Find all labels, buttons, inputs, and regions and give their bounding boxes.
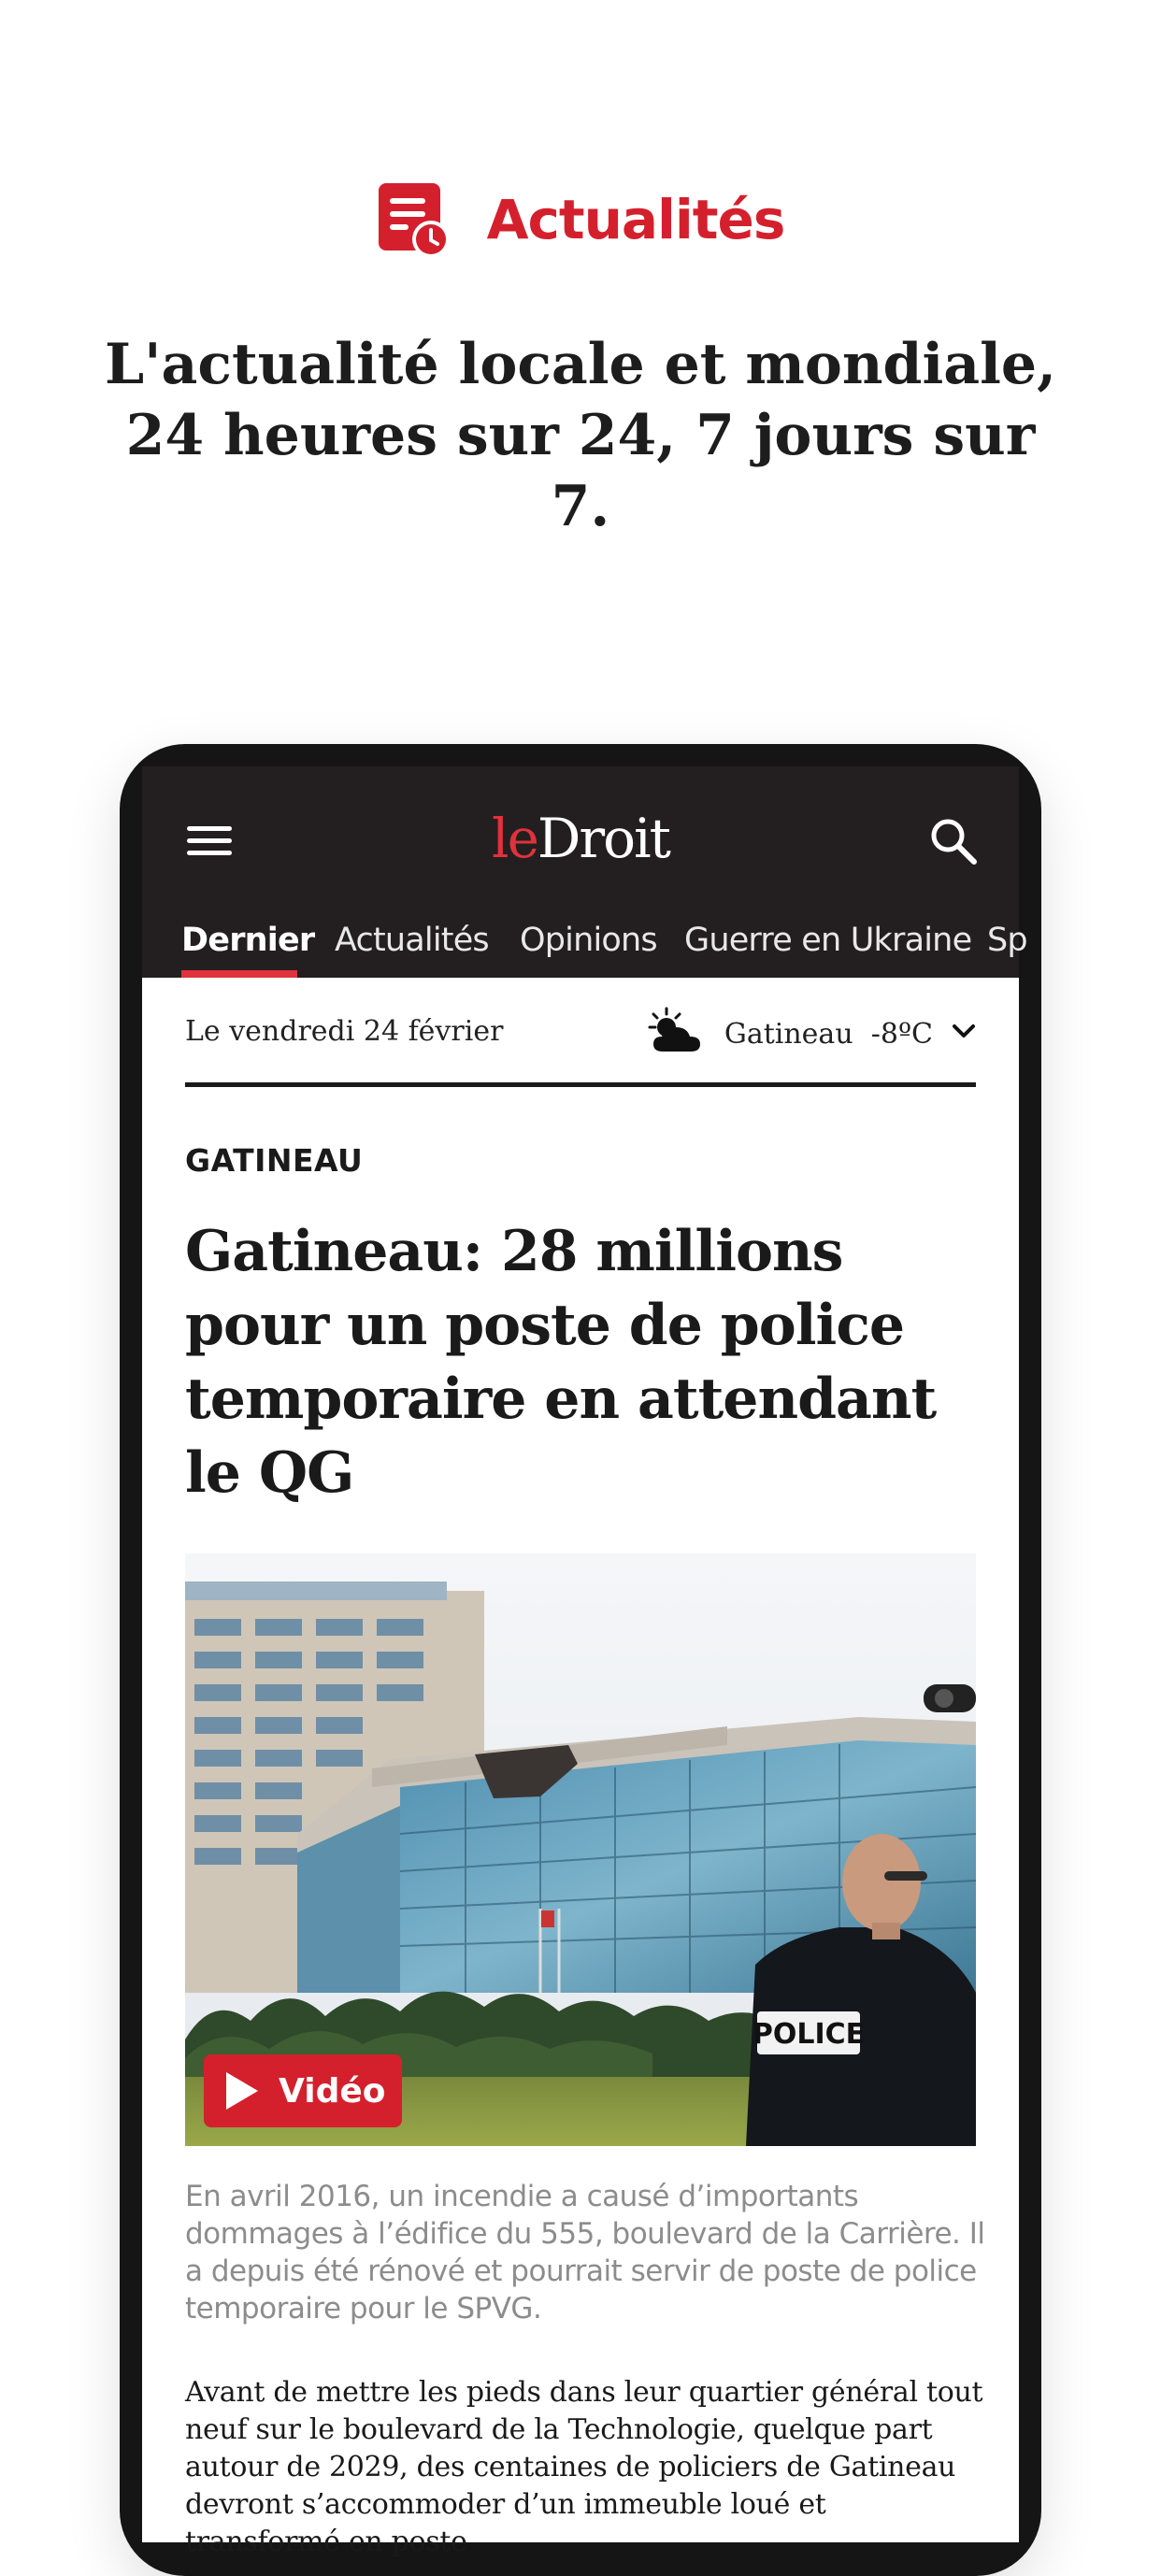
tab-actualites[interactable]: Actualités: [335, 922, 489, 959]
partly-cloudy-icon: [648, 1007, 706, 1062]
tab-opinions[interactable]: Opinions: [520, 922, 657, 959]
search-icon[interactable]: [927, 815, 982, 869]
article-hero-image[interactable]: [185, 1553, 976, 2146]
logo-prefix: le: [492, 807, 538, 870]
phone-screen: [142, 766, 1027, 2558]
promo-header: [0, 178, 1161, 262]
news-clock-icon: [377, 181, 453, 258]
weather-widget[interactable]: [648, 1006, 976, 1062]
logo-name: Droit: [537, 807, 669, 870]
app-logo[interactable]: [142, 806, 1019, 871]
video-button[interactable]: [204, 2054, 402, 2127]
article-body: Avant de mettre les pieds dans leur quartier général tout neuf sur le boulevard de la Technologie, quelque part autour de 2029, des centaines de policiers de Gatineau devront s’accommoder d’un immeuble loué et transformé en poste: [185, 2376, 983, 2558]
article-headline[interactable]: Gatineau: 28 millions pour un poste de police temporaire en attendant le QG: [185, 1219, 937, 1506]
date-weather-bar: [185, 978, 976, 1087]
tab-sports[interactable]: Sp: [987, 922, 1027, 959]
tab-guerre-en-ukraine[interactable]: Guerre en Ukraine: [684, 922, 972, 959]
chevron-down-icon[interactable]: [952, 1023, 976, 1045]
app-header: [142, 766, 1027, 978]
image-caption: En avril 2016, un incendie a causé d’importants dommages à l’édifice du 555, boulevard de la Carrière. Il a depuis été rénové et pourrait servir de poste de police temporaire pour le SPVG.: [185, 2180, 985, 2326]
tab-dernier[interactable]: Dernier: [181, 922, 315, 959]
active-tab-indicator: [181, 970, 297, 978]
current-date: Le vendredi 24 février: [185, 1015, 504, 1048]
article-kicker[interactable]: GATINEAU: [185, 1142, 364, 1179]
police-sign-text: POLICE: [752, 2018, 866, 2051]
play-icon: [226, 2072, 258, 2110]
promo-title: Actualités: [486, 188, 785, 251]
section-tabs: [181, 920, 1027, 978]
video-label: Vidéo: [279, 2071, 386, 2111]
weather-text: Gatineau -8ºC: [724, 1017, 933, 1051]
promo-tagline: L'actualité locale et mondiale, 24 heures sur 24, 7 jours sur 7.: [104, 332, 1056, 539]
